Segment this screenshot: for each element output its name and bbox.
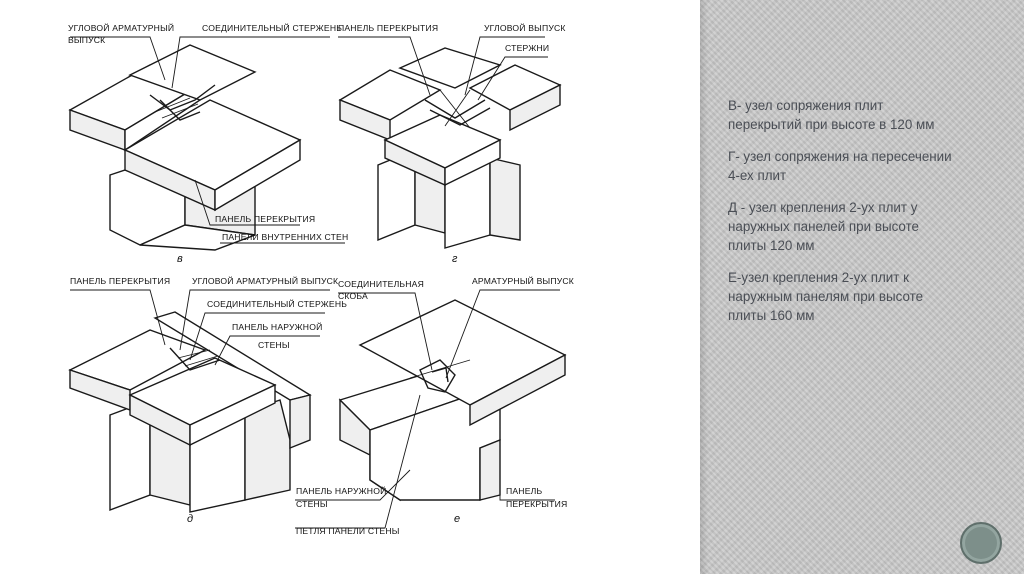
caption-list xyxy=(728,96,990,338)
drawing-node-v xyxy=(68,22,348,265)
label-outer-wall-panel-d-2: СТЕНЫ xyxy=(258,340,290,350)
drawing-node-g xyxy=(338,22,566,265)
label-connecting-rod-d: СОЕДИНИТЕЛЬНЫЙ СТЕРЖЕНЬ xyxy=(207,299,348,309)
caption-panel xyxy=(700,0,1024,574)
label-rebar-outlet-e: АРМАТУРНЫЙ ВЫПУСК xyxy=(472,276,574,286)
label-wall-panel-loop-e: ПЕТЛЯ ПАНЕЛИ СТЕНЫ xyxy=(296,526,400,536)
circle-nav-icon[interactable] xyxy=(960,522,1002,564)
label-outer-wall-panel-e-1: ПАНЕЛЬ НАРУЖНОЙ xyxy=(296,486,387,496)
caption-item-d: Д - узел крепления 2-ух плит у наружных панелей при высоте плиты 120 мм xyxy=(728,200,919,253)
label-floor-panel-g: ПАНЕЛЬ ПЕРЕКРЫТИЯ xyxy=(338,23,439,33)
caption-item-v: В- узел сопряжения плит перекрытий при высоте в 120 мм xyxy=(728,98,935,132)
label-corner-rebar-v-2: ВЫПУСК xyxy=(68,35,106,45)
label-floor-panel-e-1: ПАНЕЛЬ xyxy=(506,486,543,496)
label-outer-wall-panel-e-2: СТЕНЫ xyxy=(296,499,328,509)
label-floor-panel-e-2: ПЕРЕКРЫТИЯ xyxy=(506,499,568,509)
figure-letter-v: в xyxy=(177,253,183,265)
label-floor-panel-v: ПАНЕЛЬ ПЕРЕКРЫТИЯ xyxy=(215,214,316,224)
label-inner-wall-panels-v: ПАНЕЛИ ВНУТРЕННИХ СТЕН xyxy=(222,232,349,242)
label-rods-g: СТЕРЖНИ xyxy=(505,43,550,53)
caption-item-g: Г- узел сопряжения на пересечении 4-ех плит xyxy=(728,149,952,183)
label-corner-rebar-v-1: УГЛОВОЙ АРМАТУРНЫЙ xyxy=(68,23,175,33)
figure-letter-d: д xyxy=(187,513,194,525)
label-connecting-bracket-e-1: СОЕДИНИТЕЛЬНАЯ xyxy=(338,279,425,289)
caption-item-e: Е-узел крепления 2-ух плит к наружным панелям при высоте плиты 160 мм xyxy=(728,270,924,323)
figure-letter-e: е xyxy=(454,513,461,525)
label-outer-wall-panel-d-1: ПАНЕЛЬ НАРУЖНОЙ xyxy=(232,322,323,332)
label-corner-rebar-outlet-d: УГЛОВОЙ АРМАТУРНЫЙ ВЫПУСК xyxy=(192,276,339,286)
label-floor-panel-d: ПАНЕЛЬ ПЕРЕКРЫТИЯ xyxy=(70,276,171,286)
label-corner-outlet-g: УГЛОВОЙ ВЫПУСК xyxy=(484,23,566,33)
label-connecting-bracket-e-2: СКОБА xyxy=(338,291,368,301)
drawing-node-e xyxy=(295,275,574,536)
label-connecting-rod-v: СОЕДИНИТЕЛЬНЫЙ СТЕРЖЕНЬ xyxy=(202,23,343,33)
figure-letter-g: г xyxy=(452,253,458,265)
